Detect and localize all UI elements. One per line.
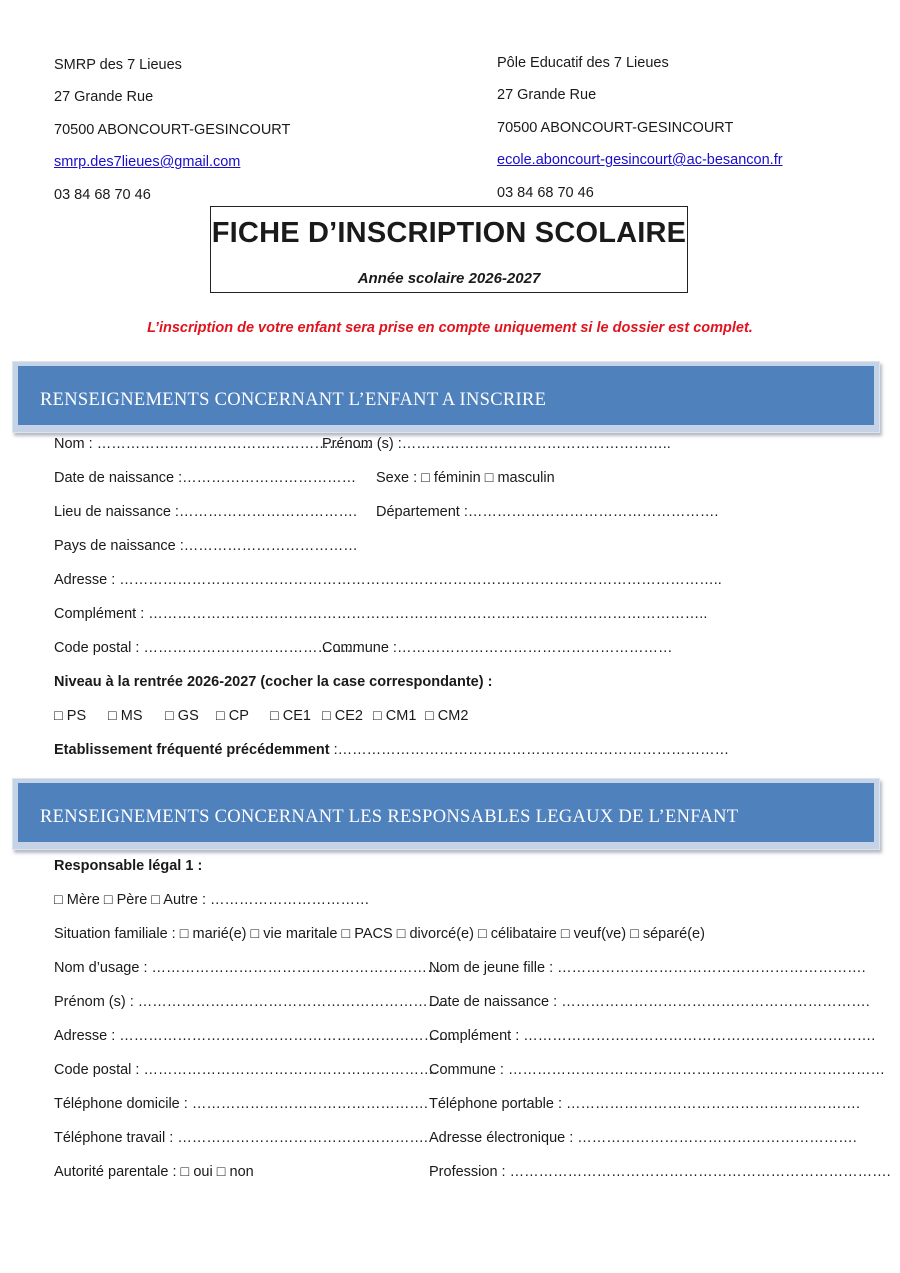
guardian-1-label: Responsable légal 1 :: [54, 858, 203, 874]
child-department-field[interactable]: Département :…………………………………………….: [376, 504, 719, 520]
child-address-complement-field[interactable]: Complément : ……………………………………………………………………………………………………..: [54, 606, 708, 622]
parental-authority-options[interactable]: Autorité parentale : □ oui □ non: [54, 1164, 254, 1180]
guardian-town-field[interactable]: Commune : ……………………………………………………………………: [429, 1062, 885, 1078]
child-town-field[interactable]: Commune :…………………………………………………: [322, 640, 673, 656]
previous-school-dots: :………………………………………………………………………: [329, 742, 730, 758]
completeness-warning: L’inscription de votre enfant sera prise en compte uniquement si le dossier est complet.: [147, 320, 753, 336]
guardian-maiden-name-field[interactable]: Nom de jeune fille : ……………………………………………………….: [429, 960, 866, 976]
section-heading-child: RENSEIGNEMENTS CONCERNANT L’ENFANT A INSCRIRE: [40, 390, 547, 410]
guardian-home-phone-field[interactable]: Téléphone domicile : ………………………………………….: [54, 1096, 428, 1112]
child-birthplace-field[interactable]: Lieu de naissance :……………………………….: [54, 504, 357, 520]
guardian-birthdate-field[interactable]: Date de naissance : ……………………………………………………….: [429, 994, 870, 1010]
right-city: 70500 ABONCOURT-GESINCOURT: [497, 120, 734, 136]
right-org-name: Pôle Educatif des 7 Lieues: [497, 55, 669, 71]
guardian-postal-code-field[interactable]: Code postal : …………………………………………………….: [54, 1062, 438, 1078]
guardian-relation-options[interactable]: □ Mère □ Père □ Autre : ……………………………: [54, 892, 370, 908]
guardian-work-phone-field[interactable]: Téléphone travail : …………………………………………….: [54, 1130, 428, 1146]
grade-checkbox-ce1[interactable]: □ CE1: [270, 708, 311, 724]
left-street: 27 Grande Rue: [54, 89, 154, 105]
child-nom-field[interactable]: Nom : …………………………………………………: [54, 436, 373, 452]
child-prenom-field[interactable]: Prénom (s) :………………………………………………..: [322, 436, 671, 452]
grade-checkbox-cm2[interactable]: □ CM2: [425, 708, 469, 724]
grade-checkbox-cp[interactable]: □ CP: [216, 708, 249, 724]
section-banner-guardians: [12, 778, 880, 850]
page-title: FICHE D’INSCRIPTION SCOLAIRE: [211, 217, 687, 249]
grade-checkbox-ce2[interactable]: □ CE2: [322, 708, 363, 724]
grade-level-label: Niveau à la rentrée 2026-2027 (cocher la case correspondante) :: [54, 674, 493, 690]
guardian-address-field[interactable]: Adresse : …………………………………………………………….: [54, 1028, 457, 1044]
right-email-link[interactable]: ecole.aboncourt-gesincourt@ac-besancon.fr: [497, 152, 783, 168]
grade-checkbox-cm1[interactable]: □ CM1: [373, 708, 417, 724]
left-email-link[interactable]: smrp.des7lieues@gmail.com: [54, 154, 241, 170]
child-address-field[interactable]: Adresse : ……………………………………………………………………………………………………………..: [54, 572, 722, 588]
section-banner-child: [12, 361, 880, 433]
section-heading-guardians: RENSEIGNEMENTS CONCERNANT LES RESPONSABLES LEGAUX DE L’ENFANT: [40, 807, 739, 827]
child-birth-country-field[interactable]: Pays de naissance :………………………………: [54, 538, 358, 554]
child-postal-code-field[interactable]: Code postal : ………………………………………: [54, 640, 361, 656]
previous-school-field[interactable]: [54, 742, 729, 758]
left-city: 70500 ABONCOURT-GESINCOURT: [54, 122, 291, 138]
right-phone: 03 84 68 70 46: [497, 185, 594, 201]
section-banner-child-fill: [18, 366, 874, 425]
family-situation-options[interactable]: Situation familiale : □ marié(e) □ vie maritale □ PACS □ divorcé(e) □ célibataire □ veuf(ve) □ séparé(e): [54, 926, 705, 942]
guardian-firstname-field[interactable]: Prénom (s) : ……………………………………………………….: [54, 994, 447, 1010]
guardian-usage-name-field[interactable]: Nom d’usage : ……………………………………………………: [54, 960, 442, 976]
guardian-email-field[interactable]: Adresse électronique : ………………………………………………….: [429, 1130, 857, 1146]
school-year: Année scolaire 2026-2027: [357, 270, 541, 287]
child-sex-options[interactable]: Sexe : □ féminin □ masculin: [376, 470, 555, 486]
left-org-name: SMRP des 7 Lieues: [54, 57, 182, 73]
guardian-complement-field[interactable]: Complément : ……………………………………………………………….: [429, 1028, 876, 1044]
grade-checkbox-ms[interactable]: □ MS: [108, 708, 143, 724]
child-birthdate-field[interactable]: Date de naissance :………………………………: [54, 470, 357, 486]
right-street: 27 Grande Rue: [497, 87, 597, 103]
left-phone: 03 84 68 70 46: [54, 187, 151, 203]
guardian-mobile-phone-field[interactable]: Téléphone portable : …………………………………………………….: [429, 1096, 861, 1112]
previous-school-label: Etablissement fréquenté précédemment: [54, 742, 330, 758]
grade-checkbox-ps[interactable]: □ PS: [54, 708, 87, 724]
guardian-profession-field[interactable]: Profession : …………………………………………………………………….: [429, 1164, 891, 1180]
title-box: [210, 206, 688, 293]
grade-checkbox-gs[interactable]: □ GS: [165, 708, 199, 724]
section-banner-guardians-fill: [18, 783, 874, 842]
